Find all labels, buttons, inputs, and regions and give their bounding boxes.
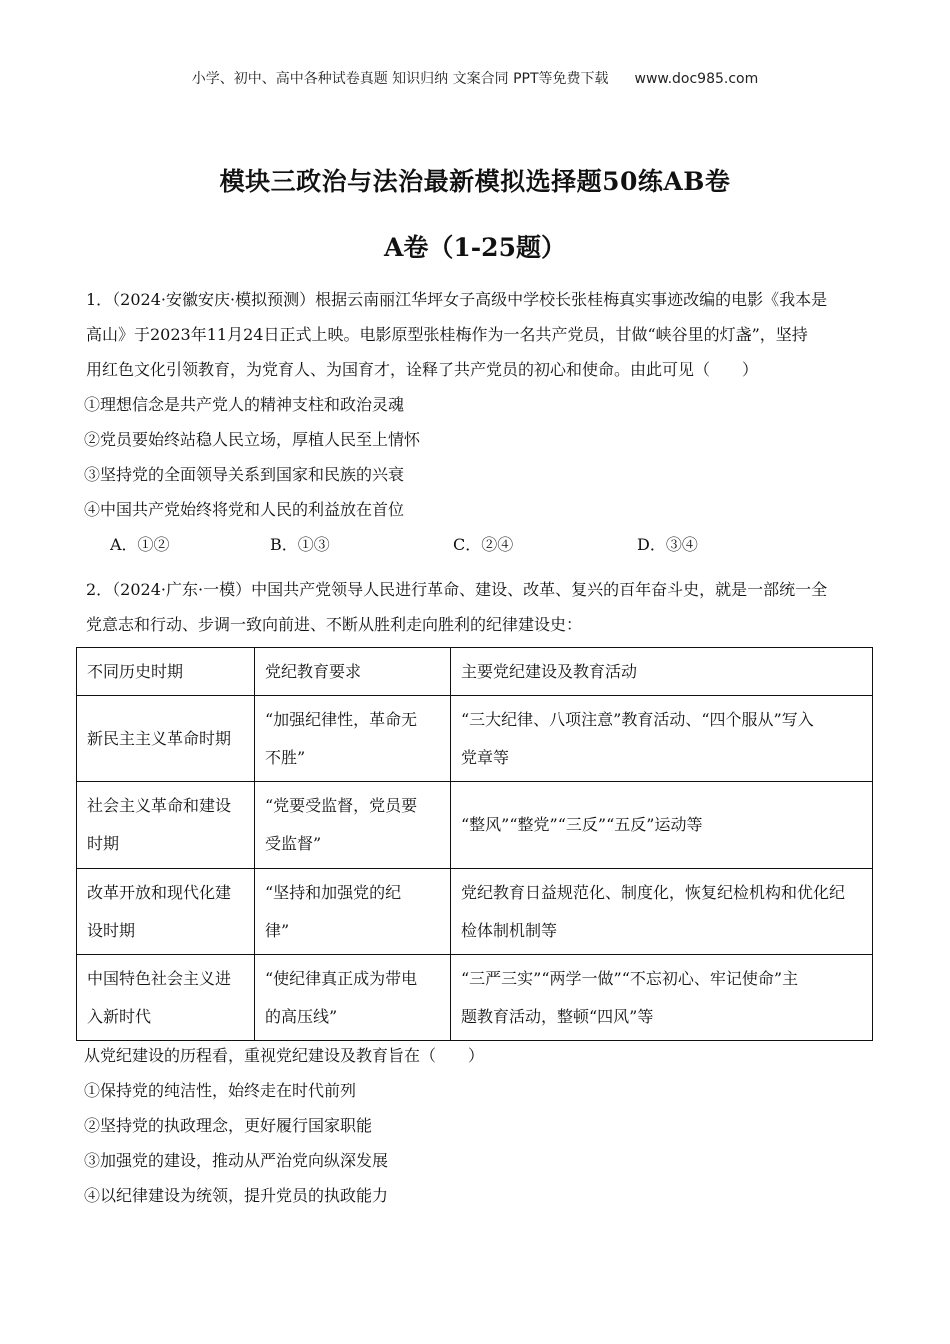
q1-stem-line: 高山》于2023年11月24日正式上映。电影原型张桂梅作为一名共产党员，甘做“峡谷里的灯盏”，坚持: [86, 325, 808, 344]
table-row: [77, 869, 873, 955]
q2-stem-line: 2．（2024·广东·一模）中国共产党领导人民进行革命、建设、改革、复兴的百年奋斗史，就是一部统一全: [86, 580, 828, 599]
table-cell-requirement: “坚持和加强党的纪 律”: [255, 869, 451, 955]
table-cell-requirement: “党要受监督，党员要 受监督”: [255, 782, 451, 869]
table-cell-requirement: “加强纪律性，革命无 不胜”: [255, 696, 451, 782]
table-header-row: [77, 648, 873, 696]
q1-stem-line: 1．（2024·安徽安庆·模拟预测）根据云南丽江华坪女子高级中学校长张桂梅真实事迹改编的电影《我本是: [86, 290, 828, 309]
question-1: [86, 282, 876, 562]
table-cell-activity: “整风”“整党”“三反”“五反”运动等: [451, 782, 873, 869]
table-header-cell: 主要党纪建设及教育活动: [451, 648, 873, 696]
header-site[interactable]: www.doc985.com: [634, 71, 759, 87]
q1-stem-line: 用红色文化引领教育，为党育人、为国育才，诠释了共产党员的初心和使命。由此可见（ ）: [86, 360, 759, 379]
table-cell-activity: 党纪教育日益规范化、制度化，恢复纪检机构和优化纪 检体制机制等: [451, 869, 873, 955]
table-header-cell: 不同历史时期: [77, 648, 255, 696]
table-cell-activity: “三严三实”“两学一做”“不忘初心、牢记使命”主 题教育活动，整顿“四风”等: [451, 955, 873, 1041]
table-row: [77, 696, 873, 782]
header-text: 小学、初中、高中各种试卷真题 知识归纳 文案合同 PPT等免费下载: [191, 71, 609, 87]
q1-item: ④中国共产党始终将党和人民的利益放在首位: [84, 500, 405, 519]
discipline-history-table: [76, 647, 873, 1041]
table-row: [77, 782, 873, 869]
q2-item: ②坚持党的执政理念，更好履行国家职能: [84, 1116, 373, 1135]
question-2-continued: [84, 1038, 874, 1213]
q2-question: 从党纪建设的历程看，重视党纪建设及教育旨在（ ）: [84, 1046, 485, 1065]
q1-option-a[interactable]: A．①②: [110, 535, 170, 554]
q2-item: ③加强党的建设，推动从严治党向纵深发展: [84, 1151, 389, 1170]
q1-option-b[interactable]: B．①③: [270, 535, 330, 554]
section-title: A卷（1-25题）: [384, 233, 566, 262]
q1-item: ②党员要始终站稳人民立场，厚植人民至上情怀: [84, 430, 421, 449]
q2-item: ④以纪律建设为统领，提升党员的执政能力: [84, 1186, 389, 1205]
q2-item: ①保持党的纯洁性，始终走在时代前列: [84, 1081, 357, 1100]
q1-option-c[interactable]: C．②④: [453, 535, 514, 554]
document-title: 模块三政治与法治最新模拟选择题50练AB卷: [219, 167, 731, 196]
table-row: [77, 955, 873, 1041]
q1-options: [86, 527, 876, 562]
table-cell-period: 改革开放和现代化建 设时期: [77, 869, 255, 955]
q1-item: ①理想信念是共产党人的精神支柱和政治灵魂: [84, 395, 405, 414]
table-header-cell: 党纪教育要求: [255, 648, 451, 696]
table-cell-period: 社会主义革命和建设 时期: [77, 782, 255, 869]
q1-item: ③坚持党的全面领导关系到国家和民族的兴衰: [84, 465, 405, 484]
q2-stem-line: 党意志和行动、步调一致向前进、不断从胜利走向胜利的纪律建设史：: [86, 615, 583, 634]
table-cell-activity: “三大纪律、八项注意”教育活动、“四个服从”写入 党章等: [451, 696, 873, 782]
question-2: [86, 572, 876, 642]
table-cell-requirement: “使纪律真正成为带电 的高压线”: [255, 955, 451, 1041]
page-header: [0, 68, 950, 88]
table-cell-period: 新民主主义革命时期: [77, 696, 255, 782]
q1-option-d[interactable]: D．③④: [637, 535, 698, 554]
table-cell-period: 中国特色社会主义进 入新时代: [77, 955, 255, 1041]
